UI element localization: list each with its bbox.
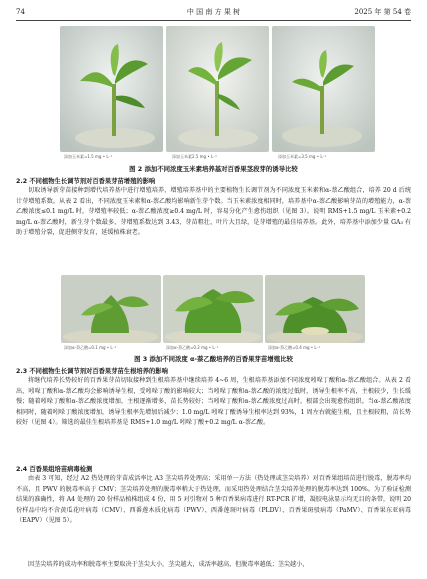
page-number: 74 xyxy=(16,8,25,16)
figure-3-photo-2 xyxy=(163,275,263,343)
figure-3-photo-1 xyxy=(61,275,161,343)
section-2-4-paragraph-2: 因茎尖培养的成功率和脱毒率主要取决于茎尖大小，茎尖越大，成活率越高，但脱毒率越低；茎尖越小， xyxy=(28,561,309,568)
section-2-2-paragraph: 切取诱导新芽苗接种到增代培养基中进行增殖培养，增殖培养基中的主要植物生长调节剂为不同浓度玉米素和α-萘乙酸组合，培养 20 d 后统计芽增殖系数。从表 2 看出，不同浓度玉米素和α-萘乙酸均影响新生芽个数。当玉米素浓度相同时，培养基中α-萘乙酸影响芽苗的增殖能力，α-萘乙酸浓度≤0.1 mg/L 时，芽增殖率较低；α-萘乙酸浓度≥0.4 mg/L 时，容易分化产生愈伤组织（见图 3）。说明 RMS+1.5 mg/L 玉米素+0.2 mg/L α-萘乙酸时，新生芽个数最多，芽增殖系数达到 3.43，芽苗粗壮，叶片大且绿，是芽增殖的最佳培养基。此外，培养基中添加少量 GA₃ 有助于增殖分裂，促进侧芽发育，延缓植株衰老。 xyxy=(16,187,411,237)
page-header xyxy=(16,5,411,19)
figure-2-label-2: 添加玉米素2.5 mg • L⁻¹ xyxy=(172,154,217,159)
figure-3-label-2: 添加α-萘乙酸=0.2 mg • L⁻¹ xyxy=(166,345,219,350)
figure-3-photo-3 xyxy=(265,275,365,343)
header-rule xyxy=(16,20,411,21)
figure-3-caption: 图 3 添加不同浓度 α-萘乙酸培养的百香果芽苗增殖比较 xyxy=(134,355,293,363)
figure-2-caption: 图 2 添加不同浓度玉米素培养基对百香果茎段芽的诱导比较 xyxy=(129,165,298,173)
figure-2-photo-1 xyxy=(60,26,163,152)
issue-info: 2025 年 第 54 卷 xyxy=(354,8,411,16)
figure-2-label-1: 添加玉米素=1.5 mg • L⁻¹ xyxy=(64,154,113,159)
figure-2-label-3: 添加玉米素=3.5 mg • L⁻¹ xyxy=(278,154,327,159)
figure-2-photo-3 xyxy=(272,26,375,152)
figure-3-label-1: 添加α-萘乙酸=0.1 mg • L⁻¹ xyxy=(64,345,117,350)
figure-2-photo-2 xyxy=(166,26,269,152)
section-2-3-heading: 2.3 不同植物生长调节剂对百香果芽苗生根培养的影响 xyxy=(16,368,168,375)
journal-title: 中 国 南 方 果 树 xyxy=(186,8,241,16)
section-2-4-heading: 2.4 百香果组培苗病毒检测 xyxy=(16,466,93,473)
section-2-3-paragraph: 将继代培养长势较好的百香果芽苗切取接种到生根培养基中继续培养 4~6 周，生根培养基添加不同浓度吲哚丁酸和α-萘乙酸组合。从表 2 看出，吲哚丁酸和α-萘乙酸均会影响诱导生根，受吲哚丁酸的影响较大；当吲哚丁酸和α-萘乙酸的浓度过低时，诱导生根率不高，主根较少，生长缓慢；随着吲哚丁酸和α-萘乙酸浓度增加，主根逐渐增多，苗长势较好；当吲哚丁酸和α-萘乙酸浓度过高时，根部会出现愈伤组织。当α-萘乙酸浓度相同时，随着吲哚丁酸浓度增加，诱导生根率先增加后减少；1.0 mg/L 吲哚丁酸诱导生根率达到 93%，1 周左右就能生根，且主根较粗，苗长势较好（见图 4）。筛选的最佳生根培养基是 RMS+1.0 mg/L 吲哚丁酸+0.2 mg/L α-萘乙酸。 xyxy=(16,377,411,427)
section-2-2-heading: 2.2 不同植物生长调节剂对百香果芽苗增殖的影响 xyxy=(16,178,156,185)
figure-3-label-3: 添加α-萘乙酸=0.4 mg • L⁻¹ xyxy=(268,345,321,350)
section-2-4-paragraph-1: 由表 3 可知，经过 A2 热处理的芽苗成活率比 A3 茎尖培养处理高；采用单一方法（热处理或茎尖培养）对百香果组培苗进行脱毒，脱毒率均不高，且 PWV 的脱毒率高于 CMV；茎尖培养处理的脱毒率稍大于热处理，而采用热处理结合茎尖培养处理的脱毒率达到 100%。为了验证检测结果的准确性，将 A4 处理的 20 份样品植株组成 4 份，用 5 对引物对 5 种百香果病毒进行 RT-PCR 扩增，凝胶电泳显示均无目的条带，说明 20 份样品中均不含黄瓜花叶病毒（CMV）、西番莲木质化病毒（PWV）、西番莲斑叶病毒（PLDV）、百香果斑驳病毒（PaMV）、百香果东亚病毒（EAPV）（见图 5）。 xyxy=(16,475,411,525)
